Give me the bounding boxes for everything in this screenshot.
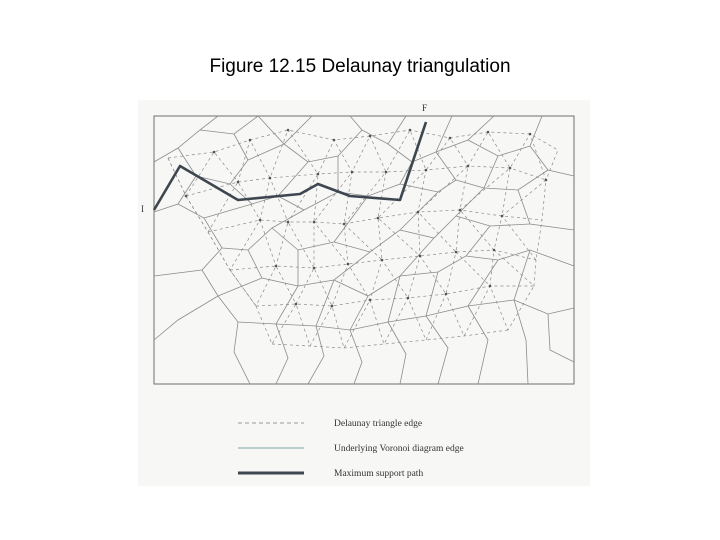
start-point-label: I bbox=[141, 204, 144, 214]
end-point-label: F bbox=[422, 103, 428, 113]
delaunay-edges bbox=[168, 130, 558, 348]
maximum-support-path bbox=[154, 122, 426, 210]
legend-label-voronoi: Underlying Voronoi diagram edge bbox=[334, 444, 464, 454]
figure-area bbox=[138, 100, 590, 486]
delaunay-sites bbox=[185, 129, 548, 308]
slide-title: Figure 12.15 Delaunay triangulation bbox=[209, 56, 511, 77]
legend-label-delaunay: Delaunay triangle edge bbox=[334, 419, 423, 429]
voronoi-edges bbox=[154, 116, 574, 384]
delaunay-voronoi-diagram bbox=[138, 100, 590, 486]
legend bbox=[238, 419, 464, 479]
legend-label-support-path: Maximum support path bbox=[334, 469, 424, 479]
